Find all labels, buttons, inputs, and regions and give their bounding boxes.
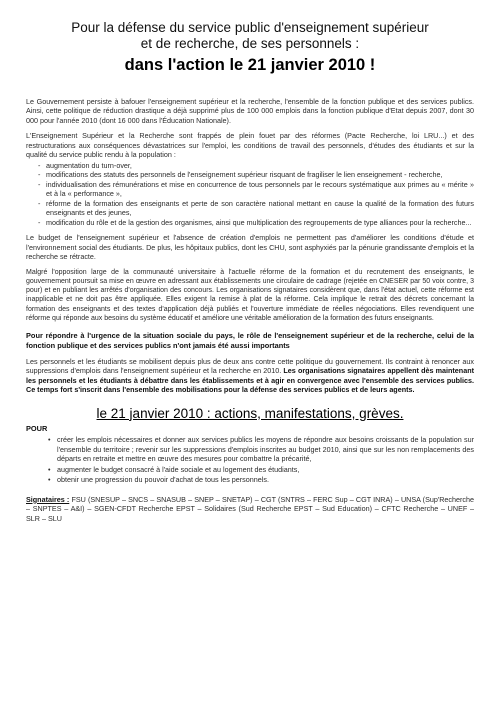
mobilization-call: Les organisations signataires appellent dès maintenant les personnels et les étudiants à débattre dans les établissements et à agir en convergence avec l'ensemble des services publics. Ce temps fort s'inscrit dans l'ensemble des mobilisations pour la défense des services publics et de leurs agents. — [26, 366, 474, 395]
budget-paragraph: Le budget de l'enseignement supérieur et l'absence de création d'emplois ne permettent pas d'améliorer les conditions d'étude et l'environnement social des étudiants. De plus, les hôpitaux publics, dont les CHU, sont asphyxiés par la pénurie grandissante d'emplois et la recherche se rétracte. — [26, 233, 474, 262]
action-subtitle-text: le 21 janvier 2010 : actions, manifestations, grèves. — [96, 405, 404, 421]
list-item: - modification du rôle et de la gestion des organismes, ainsi que multiplication des regroupements de type alliances pour la recherche... — [38, 218, 474, 228]
action-subtitle — [26, 405, 474, 423]
mobilization-text: Les personnels et les étudiants se mobilisent depuis plus de deux ans contre cette politique du gouvernement. Ils contraint à renoncer aux suppressions d'emplois dans l'enseignement supérieur et la recherche en 2010. — [26, 356, 474, 376]
list-item: - individualisation des rémunérations et mise en concurrence de tous personnels par le recours systématique aux primes au « mérite » et à la « performance », — [38, 180, 474, 199]
mobilization-paragraph — [26, 357, 474, 395]
intro-paragraph: Le Gouvernement persiste à bafouer l'enseignement supérieur et la recherche, l'ensemble de la fonction publique et des services publics. Ainsi, cette politique de réduction drastique a déjà supprimé plus de 100 000 emplois dans la fonction publique d'Etat depuis 2007, dont 30 000 pour l'année 2010 (dont 16 000 dans l'Éducation Nationale). — [26, 96, 474, 125]
signatories — [26, 495, 474, 524]
reform-consequences-list — [38, 161, 474, 228]
signatories-text: FSU (SNESUP – SNCS – SNASUB – SNEP – SNETAP) – CGT (SNTRS – FERC Sup – CGT INRA) – UNSA (Sup'Recherche – SNPTES – A&I) – SGEN-CFDT Recherche EPST – Solidaires (Sud Recherche EPST – Sud Education) – CFTC Recherche – UNEF – SLR – SLU — [26, 494, 474, 523]
teacher-reform-paragraph: Malgré l'opposition large de la communauté universitaire à l'actuelle réforme de la formation et du recrutement des enseignants, le gouvernement poursuit sa mise en œuvre en adressant aux établissements une circulaire de cadrage (rejetée en CNESER par 50 voix contre, 3 pour) et en publiant les arrêtés d'organisation des concours. Les organisations signataires considèrent que, dans l'état actuel, cette réforme est inapplicable et ne doit pas être appliquée. Elles exigent la remise à plat de la réforme. Cela implique le retrait des décrets concernant la formation des enseignants et des textes d'application déjà publiés et l'ouverture immédiate de réelles négociations. Elles revendiquent une réforme qui réponde aux besoins du système éducatif et améliore une véritable amélioration de la formation des futurs enseignants. — [26, 268, 474, 322]
main-title: dans l'action le 21 janvier 2010 ! — [124, 55, 376, 74]
esr-paragraph: L'Enseignement Supérieur et la Recherche sont frappés de plein fouet par des réformes (Pacte Recherche, loi LRU...) et des restructurations aux conséquences dévastatrices sur l'emploi, les conditions de travail des personnels, d'études des étudiants et sur la qualité du service public rendu à la population : — [26, 131, 474, 160]
title-line-1: Pour la défense du service public d'enseignement supérieur — [71, 20, 429, 35]
list-item: - augmentation du turn-over, — [38, 161, 474, 171]
signatories-label: Signataires : — [26, 494, 70, 504]
pour-label: POUR — [26, 424, 48, 434]
urgency-paragraph: Pour répondre à l'urgence de la situation sociale du pays, le rôle de l'enseignement supérieur et de la recherche, celui de la fonction publique et des services publics n'ont jamais été aussi importants — [26, 331, 474, 350]
list-item: • créer les emplois nécessaires et donner aux services publics les moyens de répondre aux besoins croissants de la population sur l'ensemble du territoire ; revenir sur les suppressions d'emplois inscrites au budget 2010, ainsi que sur les non remplacements des départs en retraite et mettre en œuvre des mesures pour combattre la précarité, — [48, 435, 474, 464]
demands-list — [48, 435, 474, 485]
title-line-2: et de recherche, de ses personnels : — [140, 36, 360, 52]
list-item: • obtenir une progression du pouvoir d'achat de tous les personnels. — [48, 475, 474, 485]
list-item: - modifications des statuts des personnels de l'enseignement supérieur risquant de fragiliser le lien enseignement - recherche, — [38, 170, 474, 180]
list-item: • augmenter le budget consacré à l'aide sociale et au logement des étudiants, — [48, 465, 474, 475]
list-item: - réforme de la formation des enseignants et perte de son caractère national mettant en cause la qualité de la formation des futurs enseignants et des jeunes, — [38, 199, 474, 218]
